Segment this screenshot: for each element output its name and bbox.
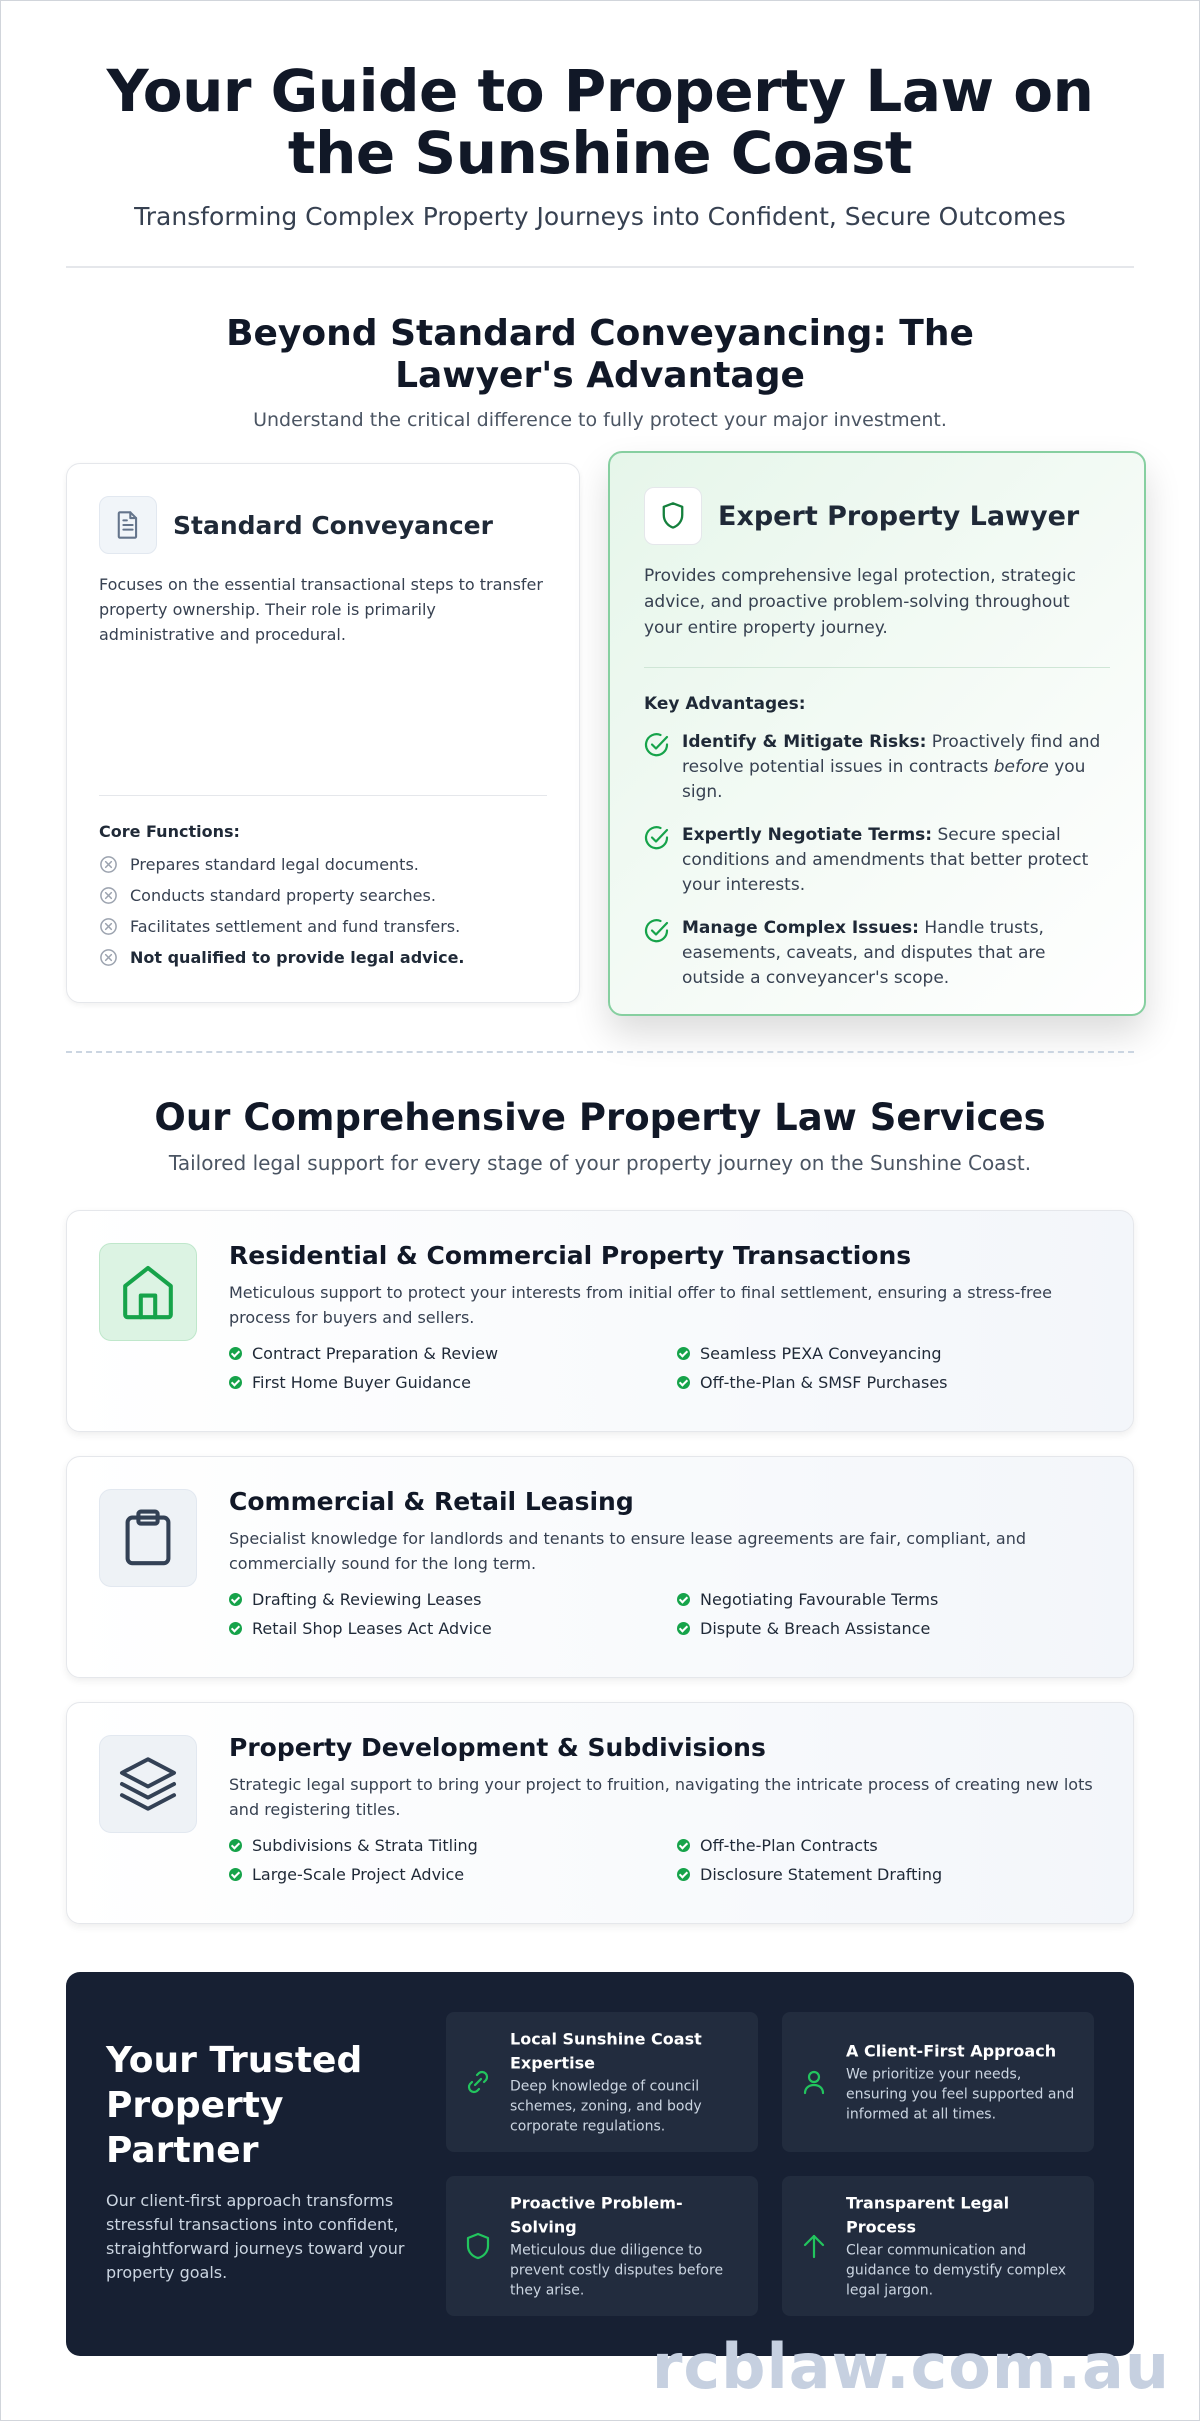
list-item: Not qualified to provide legal advice. — [99, 948, 547, 967]
check-dot-icon — [677, 1839, 690, 1852]
list-item: Facilitates settlement and fund transfers. — [99, 917, 547, 936]
key-advantages-title: Key Advantages: — [644, 694, 806, 714]
trusted-partner-panel — [66, 1972, 1134, 2356]
check-dot-icon — [677, 1868, 690, 1881]
clipboard-icon — [99, 1489, 197, 1587]
check-dot-icon — [677, 1622, 690, 1635]
x-circle-icon — [99, 886, 118, 905]
list-item: Manage Complex Issues: Handle trusts, easements, caveats, and disputes that are outside a conveyancer's scope. — [644, 916, 1110, 991]
check-circle-icon — [644, 918, 670, 944]
user-icon — [798, 2066, 830, 2098]
list-item: Identify & Mitigate Risks: Proactively find and resolve potential issues in contracts before you sign. — [644, 730, 1110, 805]
service-card-development — [66, 1702, 1134, 1924]
partner-feature-title: Proactive Problem-Solving — [510, 2193, 683, 2237]
x-circle-icon — [99, 948, 118, 967]
check-dot-icon — [229, 1593, 242, 1606]
shield-icon — [462, 2230, 494, 2262]
check-dot-icon — [229, 1839, 242, 1852]
partner-feature-description: We prioritize your needs, ensuring you feel supported and informed at all times. — [846, 2066, 1075, 2123]
feature-item: Contract Preparation & Review — [229, 1344, 677, 1363]
standard-card-divider — [99, 795, 547, 796]
feature-item: Off-the-Plan Contracts — [677, 1836, 1107, 1855]
check-circle-icon — [644, 825, 670, 851]
service-features — [229, 1344, 1109, 1392]
standard-conveyancer-card — [66, 463, 580, 1003]
partner-feature-description: Deep knowledge of council schemes, zoning, and body corporate regulations. — [510, 2078, 702, 2135]
standard-card-description: Focuses on the essential transactional steps to transfer property ownership. Their role is primarily administrative and procedural. — [99, 575, 543, 644]
service-features — [229, 1590, 1109, 1638]
feature-item: Large-Scale Project Advice — [229, 1865, 677, 1884]
expert-card-title: Expert Property Lawyer — [718, 500, 1080, 532]
feature-item: Subdivisions & Strata Titling — [229, 1836, 677, 1855]
partner-title: Your Trusted Property Partner — [106, 2040, 363, 2171]
service-title: Property Development & Subdivisions — [229, 1733, 766, 1762]
hero-divider — [66, 266, 1134, 268]
partner-feature-description: Clear communication and guidance to demystify complex legal jargon. — [846, 2242, 1067, 2299]
service-description: Specialist knowledge for landlords and tenants to ensure lease agreements are fair, compliant, and commercially sound for the long term. — [229, 1529, 1026, 1573]
check-dot-icon — [229, 1376, 242, 1389]
standard-card-title: Standard Conveyancer — [173, 510, 493, 540]
expert-card-description: Provides comprehensive legal protection, strategic advice, and proactive problem-solving throughout your entire property journey. — [644, 566, 1077, 638]
services-subtitle: Tailored legal support for every stage of your property journey on the Sunshine Coast. — [168, 1151, 1032, 1175]
partner-feature-title: Local Sunshine Coast Expertise — [510, 2029, 702, 2073]
feature-item: Drafting & Reviewing Leases — [229, 1590, 677, 1609]
partner-feature-title: Transparent Legal Process — [846, 2193, 1010, 2237]
services-title: Our Comprehensive Property Law Services — [154, 1096, 1046, 1139]
layers-icon — [99, 1735, 197, 1833]
expert-card-divider — [644, 667, 1110, 668]
x-circle-icon — [99, 917, 118, 936]
service-card-transactions — [66, 1210, 1134, 1432]
list-item: Conducts standard property searches. — [99, 886, 547, 905]
comparison-title: Beyond Standard Conveyancing: The Lawyer's Advantage — [226, 313, 974, 396]
feature-item: Off-the-Plan & SMSF Purchases — [677, 1373, 1107, 1392]
list-item: Expertly Negotiate Terms: Secure special conditions and amendments that better protect your interests. — [644, 823, 1110, 898]
feature-item: Negotiating Favourable Terms — [677, 1590, 1107, 1609]
section-divider — [66, 1051, 1134, 1053]
feature-item: Retail Shop Leases Act Advice — [229, 1619, 677, 1638]
core-functions-list — [99, 855, 547, 967]
check-dot-icon — [229, 1347, 242, 1360]
service-card-leasing — [66, 1456, 1134, 1678]
partner-feature — [782, 2176, 1094, 2316]
shield-icon — [644, 487, 702, 545]
page-title: Your Guide to Property Law on the Sunshine Coast — [106, 57, 1094, 187]
partner-feature — [446, 2176, 758, 2316]
arrow-up-icon — [798, 2230, 830, 2262]
partner-feature — [446, 2012, 758, 2152]
services-header — [66, 1096, 1134, 1175]
house-icon — [99, 1243, 197, 1341]
comparison-header — [66, 313, 1134, 431]
check-dot-icon — [677, 1376, 690, 1389]
feature-item: First Home Buyer Guidance — [229, 1373, 677, 1392]
service-title: Commercial & Retail Leasing — [229, 1487, 634, 1516]
service-description: Strategic legal support to bring your project to fruition, navigating the intricate process of creating new lots and registering titles. — [229, 1775, 1093, 1819]
key-advantages-list — [644, 730, 1110, 991]
service-title: Residential & Commercial Property Transactions — [229, 1241, 912, 1270]
check-dot-icon — [229, 1622, 242, 1635]
service-features — [229, 1836, 1109, 1884]
x-circle-icon — [99, 855, 118, 874]
document-icon — [99, 496, 157, 554]
watermark: rcblaw.com.au — [651, 2330, 1170, 2403]
check-dot-icon — [677, 1593, 690, 1606]
list-item: Prepares standard legal documents. — [99, 855, 547, 874]
partner-feature-description: Meticulous due diligence to prevent costly disputes before they arise. — [510, 2242, 724, 2299]
service-description: Meticulous support to protect your interests from initial offer to final settlement, ensuring a stress-free process for buyers and sellers. — [229, 1283, 1052, 1327]
partner-feature-title: A Client-First Approach — [846, 2041, 1057, 2061]
expert-lawyer-card — [608, 451, 1146, 1016]
check-dot-icon — [229, 1868, 242, 1881]
partner-feature — [782, 2012, 1094, 2152]
check-dot-icon — [677, 1347, 690, 1360]
page-subtitle: Transforming Complex Property Journeys into Confident, Secure Outcomes — [134, 202, 1066, 231]
feature-item: Seamless PEXA Conveyancing — [677, 1344, 1107, 1363]
check-circle-icon — [644, 732, 670, 758]
partner-lead: Our client-first approach transforms stressful transactions into confident, straightforward journeys toward your property goals. — [106, 2191, 405, 2282]
comparison-subtitle: Understand the critical difference to fully protect your major investment. — [253, 409, 947, 431]
feature-item: Dispute & Breach Assistance — [677, 1619, 1107, 1638]
core-functions-title: Core Functions: — [99, 822, 240, 841]
feature-item: Disclosure Statement Drafting — [677, 1865, 1107, 1884]
link-icon — [462, 2066, 494, 2098]
hero — [66, 57, 1134, 231]
